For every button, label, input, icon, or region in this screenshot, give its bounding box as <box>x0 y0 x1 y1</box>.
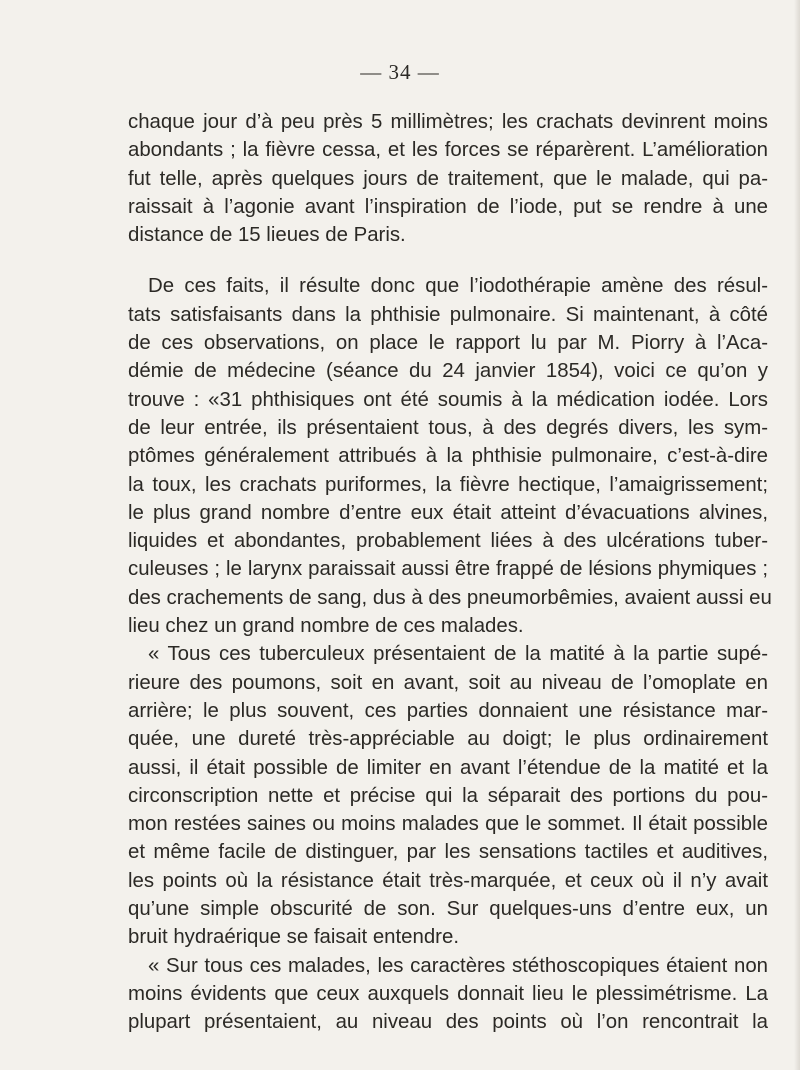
text-line: de ces observations, on place le rapport lu par M. Piorry à l’Aca- <box>128 332 768 355</box>
text-line: chaque jour d’à peu près 5 millimètres; les crachats devinrent moins <box>128 111 768 133</box>
text-line: les points où la résistance était très-marquée, et ceux où il n’y avait <box>128 869 768 892</box>
text-line: des crachements de sang, dus à des pneumorbêmies, avaient aussi eu <box>128 586 772 609</box>
text-line: plupart présentaient, au niveau des points où l’on rencontrait la <box>128 1011 768 1034</box>
text-line: rieure des poumons, soit en avant, soit au niveau de l’omoplate en <box>128 671 768 694</box>
text-line: tats satisfaisants dans la phthisie pulmonaire. Si maintenant, à côté <box>128 303 768 326</box>
text-line: circonscription nette et précise qui la séparait des portions du pou- <box>128 784 768 807</box>
text-line: le plus grand nombre d’entre eux était atteint d’évacuations alvines, <box>128 501 768 524</box>
text-line: raissait à l’agonie avant l’inspiration de l’iode, put se rendre à une <box>128 195 768 218</box>
text-line: « Tous ces tuberculeux présentaient de la matité à la partie supé- <box>148 643 768 666</box>
page-number: — 34 — <box>360 60 440 84</box>
body-text <box>128 108 772 1037</box>
text-line: démie de médecine (séance du 24 janvier 1854), voici ce qu’on y <box>128 360 768 383</box>
page-edge-shadow <box>794 0 800 1070</box>
text-line: de leur entrée, ils présentaient tous, à des degrés divers, les sym- <box>128 416 768 439</box>
text-line: De ces faits, il résulte donc que l’iodothérapie amène des résul- <box>148 275 768 298</box>
text-line: abondants ; la fièvre cessa, et les forces se réparèrent. L’amélioration <box>128 139 768 162</box>
text-line: mon restées saines ou moins malades que le sommet. Il était possible <box>128 813 768 836</box>
text-line: « Sur tous ces malades, les caractères stéthoscopiques étaient non <box>148 954 768 977</box>
text-line: aussi, il était possible de limiter en avant l’étendue de la matité et la <box>128 756 768 779</box>
text-line: ptômes généralement attribués à la phthisie pulmonaire, c’est-à-dire <box>128 445 768 468</box>
text-line: arrière; le plus souvent, ces parties donnaient une résistance mar- <box>128 699 768 722</box>
text-line: bruit hydraérique se faisait entendre. <box>128 926 459 949</box>
paragraph <box>128 108 768 249</box>
text-line: liquides et abondantes, probablement liées à des ulcérations tuber- <box>128 530 768 553</box>
text-line: la toux, les crachats puriformes, la fièvre hectique, l’amaigrissement; <box>128 473 768 496</box>
text-line: fut telle, après quelques jours de traitement, que le malade, qui pa- <box>128 167 768 190</box>
paragraph-gap <box>128 249 768 272</box>
text-line: quée, une dureté très-appréciable au doigt; le plus ordinairement <box>128 728 768 751</box>
text-line: trouve : «31 phthisiques ont été soumis à la médication iodée. Lors <box>128 388 768 411</box>
paragraph <box>128 952 768 1037</box>
paragraph <box>128 272 772 640</box>
text-line: culeuses ; le larynx paraissait aussi être frappé de lésions phymiques ; <box>128 558 768 581</box>
text-line: distance de 15 lieues de Paris. <box>128 224 406 247</box>
text-line: moins évidents que ceux auxquels donnait lieu le plessimétrisme. La <box>128 982 768 1005</box>
text-line: et même facile de distinguer, par les sensations tactiles et auditives, <box>128 841 768 864</box>
text-line: lieu chez un grand nombre de ces malades. <box>128 615 524 638</box>
paragraph <box>128 640 768 951</box>
text-line: qu’une simple obscurité de son. Sur quelques-uns d’entre eux, un <box>128 898 768 921</box>
